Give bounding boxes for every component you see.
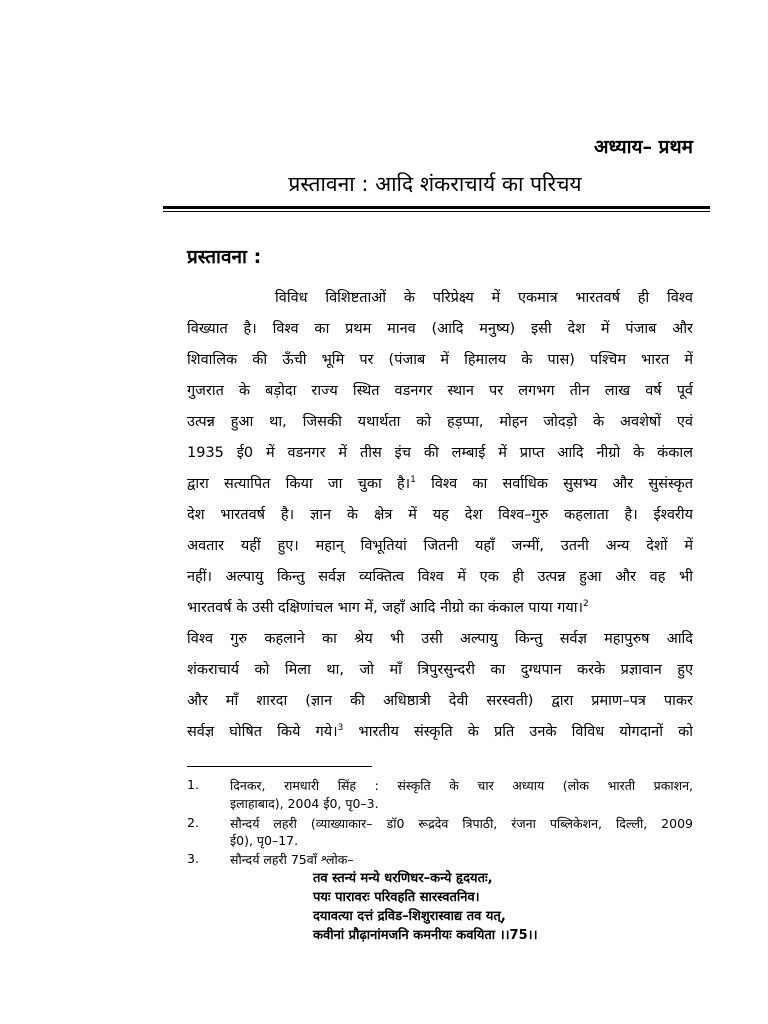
paragraph-line: उत्पन्न हुआ था, जिसकी यथार्थता को हड़प्पा, मोहन जोदड़ो के अवशेषों एवं [187,414,693,430]
footnote-text: सौन्दर्य लहरी (व्याख्याकार– डॉ0 रूद्रदेव त्रिपाठी, रंजना पब्लिकेशन, दिल्ली, 2009 [230,816,693,831]
footnote-text: इलाहाबाद), 2004 ई0, पृ0–3. [230,796,379,811]
paragraph-line-text: द्वारा सत्यापित किया जा चुका है। [187,476,411,492]
footnote-text: सौन्दर्य लहरी 75वाँ श्लोक– [230,852,354,867]
footnote-text: ई0), पृ0–17. [230,833,299,848]
paragraph-line [187,717,693,747]
chapter-title: प्रस्तावना : आदि शंकराचार्य का परिचय [288,172,582,196]
footnote-ref-1: 1 [410,475,416,485]
section-heading: प्रस्तावना : [187,246,262,268]
paragraph-line: शंकराचार्य को मिला था, जो माँ त्रिपुरसुन्दरी का दुग्धपान करके प्रज्ञावान हुए [187,662,693,678]
paragraph-line-text: भारतवर्ष के उसी दक्षिणांचल भाग में, जहाँ आदि नीग्रो का कंकाल पाया गया। [187,600,584,616]
paragraph-line: विश्व गुरु कहलाने का श्रेय भी उसी अल्पायु किन्तु सर्वज्ञ महापुरुष आदि [187,631,693,647]
verse-line: कवीनां प्रौढ़ानांमजनि कमनीयः कवयिता ।।75।। [313,928,538,943]
paragraph-line: विख्यात है। विश्व का प्रथम मानव (आदि मनुष्य) इसी देश में पंजाब और [187,321,693,337]
paragraph-line: 1935 ई0 में वडनगर में तीस इंच की लम्बाई में प्राप्त आदि नीग्रो के कंकाल [187,445,693,461]
verse-line: दयावत्या दत्तं द्रविड–शिशुरास्वाद्य तव यत्, [313,909,506,924]
footnote-separator [187,766,372,767]
verse-line: तव स्तन्यं मन्ये धरणिधर–कन्ये हृदयतः, [313,871,493,886]
paragraph-line [187,469,693,499]
title-rule-thick [163,206,710,209]
paragraph-line [187,593,693,623]
verse-line: पयः पारावरः परिवहति सारस्वतनिव। [313,890,480,905]
footnote-number: 1. [187,777,199,792]
footnote-ref-3: 3 [337,723,344,733]
footnote-ref-2: 2 [583,599,589,609]
paragraph-line: नहीं। अल्पायु किन्तु सर्वज्ञ व्यक्तित्व विश्व में एक ही उत्पन्न हुआ और वह भी [187,569,693,585]
footnote-number: 2. [187,815,199,830]
paragraph-line: शिवालिक की ऊँची भूमि पर (पंजाब में हिमालय के पास) पश्चिम भारत में [187,352,693,368]
paragraph-line-text: सर्वज्ञ घोषित किये गये। [187,724,338,740]
paragraph-line: देश भारतवर्ष है। ज्ञान के क्षेत्र में यह देश विश्व–गुरु कहलाता है। ईश्वरीय [187,507,693,523]
paragraph-line: विविध विशिष्टताओं के परिप्रेक्ष्य में एकमात्र भारतवर्ष ही विश्व [275,290,693,306]
paragraph-line: अवतार यहीं हुए। महान् विभूतियां जितनी यहाँ जन्मीं, उतनी अन्य देशों में [187,538,693,554]
paragraph-line-text: भारतीय संस्कृति के प्रति उनके विविध योगदानों को [343,724,693,740]
paragraph-line-text: विश्व का सर्वाधिक सुसभ्य और सुसंस्कृत [415,476,693,492]
paragraph-line: और माँ शारदा (ज्ञान की अधिष्ठात्री देवी सरस्वती) द्वारा प्रमाण–पत्र पाकर [187,693,693,709]
chapter-label: अध्याय– प्रथम [593,136,693,158]
footnote-text: दिनकर, रामधारी सिंह : संस्कृति के चार अध्याय (लोक भारती प्रकाशन, [230,778,693,793]
title-rule-thin [163,211,710,212]
footnote-number: 3. [187,851,199,866]
paragraph-line: गुजरात के बड़ोदा राज्य स्थित वडनगर स्थान पर लगभग तीन लाख वर्ष पूर्व [187,383,693,399]
